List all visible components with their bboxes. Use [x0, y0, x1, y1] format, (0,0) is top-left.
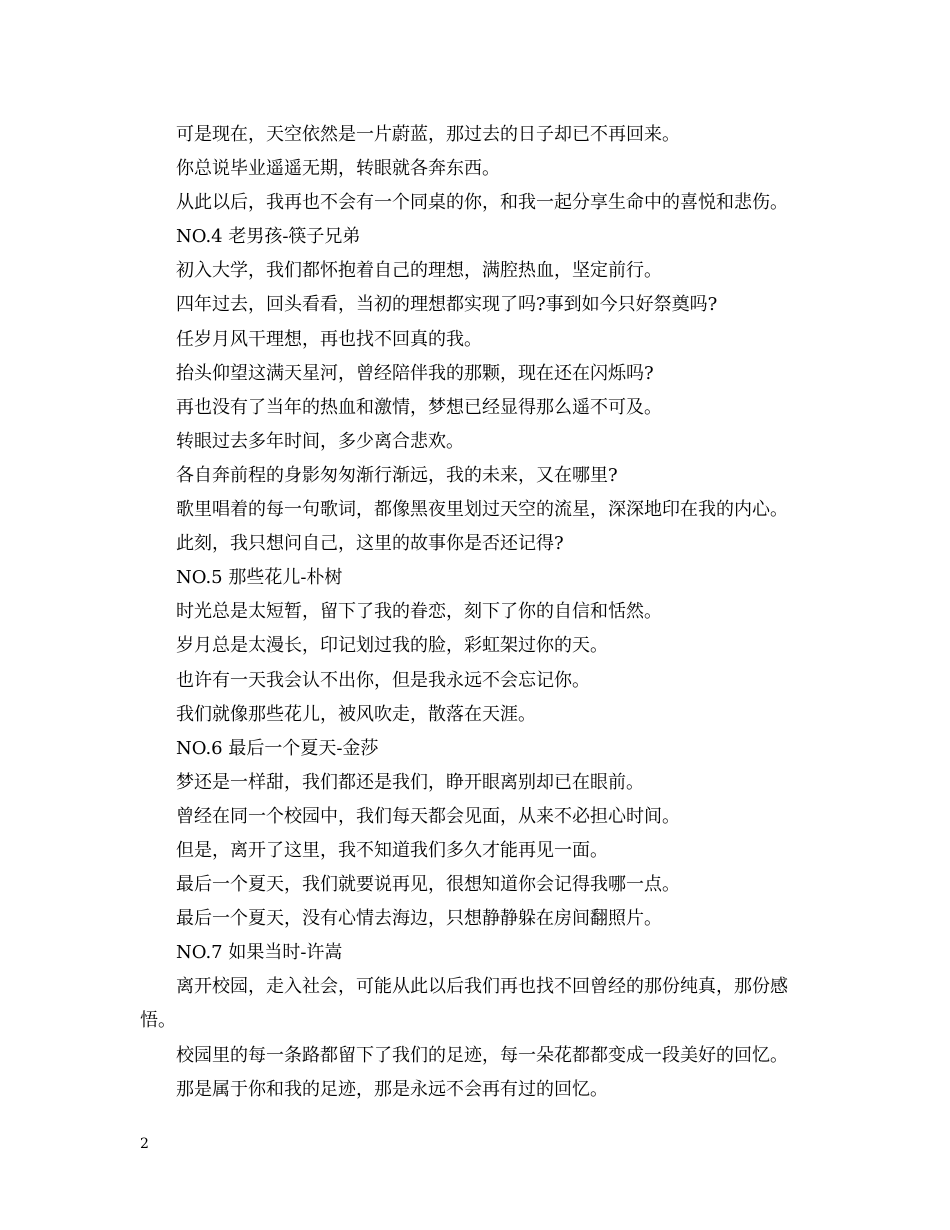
text-line: 也许有一天我会认不出你，但是我永远不会忘记你。	[176, 669, 590, 691]
text-line: 岁月总是太漫长，印记划过我的脸，彩虹架过你的天。	[176, 635, 608, 657]
text-line: 校园里的每一条路都留下了我们的足迹，每一朵花都都变成一段美好的回忆。	[176, 1044, 788, 1066]
text-line: 此刻，我只想问自己，这里的故事你是否还记得?	[176, 533, 564, 555]
text-line: 但是，离开了这里，我不知道我们多久才能再见一面。	[176, 839, 608, 861]
text-line: 你总说毕业遥遥无期，转眼就各奔东西。	[176, 158, 500, 180]
section-heading: NO.7 如果当时-许嵩	[176, 942, 343, 964]
section-heading: NO.5 那些花儿-朴树	[176, 567, 343, 589]
text-line: 时光总是太短暂，留下了我的眷恋，刻下了你的自信和恬然。	[176, 601, 662, 623]
text-line: 四年过去，回头看看，当初的理想都实现了吗?事到如今只好祭奠吗?	[176, 294, 718, 316]
page-number: 2	[140, 1136, 149, 1152]
section-heading: NO.6 最后一个夏天-金莎	[176, 737, 379, 759]
text-line: 我们就像那些花儿，被风吹走，散落在天涯。	[176, 703, 536, 725]
text-line: 梦还是一样甜，我们都还是我们，睁开眼离别却已在眼前。	[176, 771, 644, 793]
text-line: 可是现在，天空依然是一片蔚蓝，那过去的日子却已不再回来。	[176, 124, 680, 145]
text-line: 转眼过去多年时间，多少离合悲欢。	[176, 430, 464, 452]
text-line: 任岁月风干理想，再也找不回真的我。	[176, 328, 482, 350]
text-line: 初入大学，我们都怀抱着自己的理想，满腔热血，坚定前行。	[176, 260, 662, 282]
text-line: 再也没有了当年的热血和激情，梦想已经显得那么遥不可及。	[176, 396, 662, 418]
body-text	[140, 118, 820, 1107]
section-heading: NO.4 老男孩-筷子兄弟	[176, 226, 361, 248]
text-line: 离开校园，走入社会，可能从此以后我们再也找不回曾经的那份纯真，那份感	[176, 976, 788, 998]
text-line: 最后一个夏天，我们就要说再见，很想知道你会记得我哪一点。	[176, 874, 680, 896]
text-line: 曾经在同一个校园中，我们每天都会见面，从来不必担心时间。	[176, 805, 680, 827]
text-line: 歌里唱着的每一句歌词，都像黑夜里划过天空的流星，深深地印在我的内心。	[176, 499, 788, 521]
text-line: 那是属于你和我的足迹，那是永远不会再有过的回忆。	[176, 1078, 608, 1100]
text-line: 从此以后，我再也不会有一个同桌的你，和我一起分享生命中的喜悦和悲伤。	[176, 192, 788, 214]
text-line: 抬头仰望这满天星河，曾经陪伴我的那颗，现在还在闪烁吗?	[176, 362, 654, 384]
text-line-continuation: 悟。	[140, 1010, 176, 1032]
text-line: 最后一个夏天，没有心情去海边，只想静静躲在房间翻照片。	[176, 908, 662, 930]
text-line: 各自奔前程的身影匆匆渐行渐远，我的未来，又在哪里?	[176, 464, 618, 486]
